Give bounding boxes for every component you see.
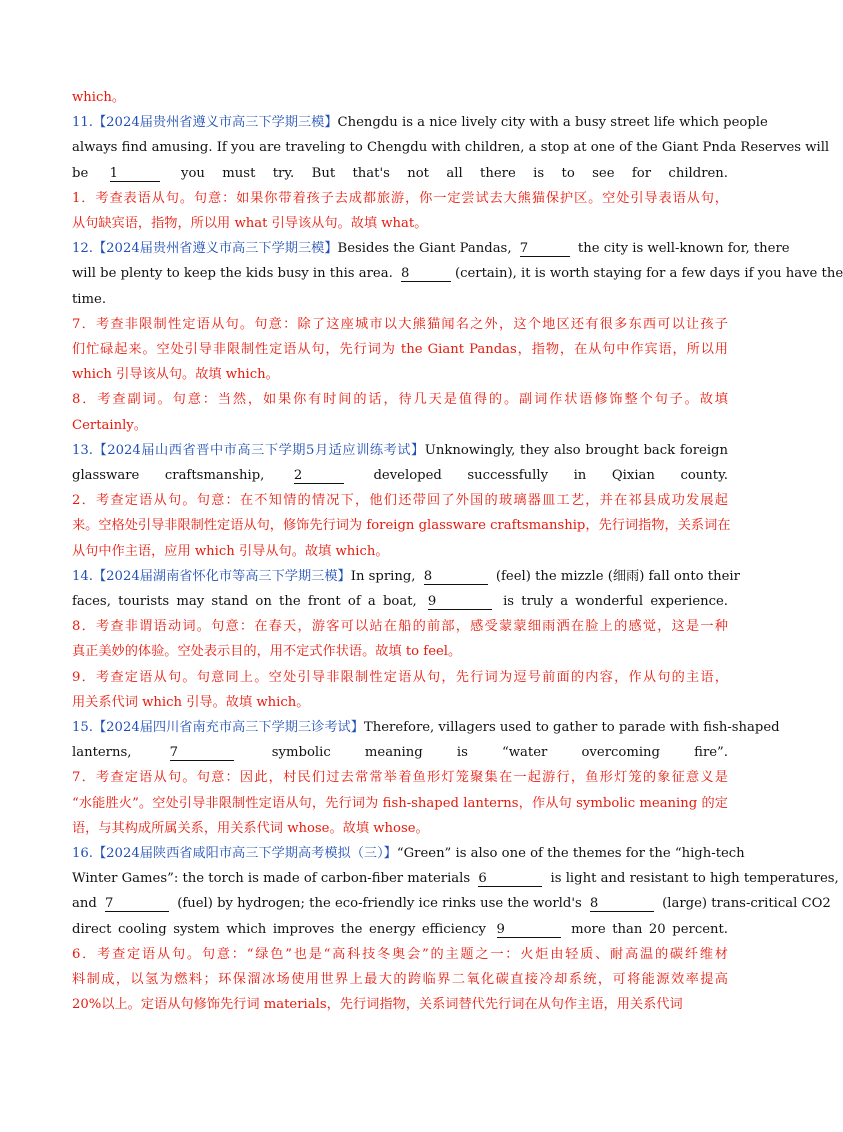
answer-blank: 1 [110, 166, 160, 182]
answer-blank: 8 [590, 896, 654, 912]
answer-explanation: 2．考查定语从句。句意：在不知情的情况下，他们还带回了外国的玻璃器皿工艺，并在祁县成功发展起 [72, 493, 728, 509]
text-line [72, 466, 728, 486]
answer-explanation: 8．考查副词。句意：当然，如果你有时间的话，待几天是值得的。副词作状语修饰整个句子。故填 [72, 392, 728, 408]
text-line [72, 113, 768, 133]
answer-blank: 7 [105, 896, 169, 912]
question-text: Chengdu is a nice lively city with a busy street life which people [337, 115, 768, 131]
question-source: 13.【2024届山西省晋中市高三下学期5月适应训练考试】 [72, 442, 425, 458]
question-text: symbolic meaning is “water overcoming fire”. [237, 745, 728, 761]
question-text: glassware craftsmanship, [72, 468, 290, 483]
text-line [72, 592, 728, 612]
answer-blank: 6 [478, 871, 542, 887]
answer-explanation: 7．考查非限制性定语从句。句意：除了这座城市以大熊猫闻名之外，这个地区还有很多东西可以让孩子 [72, 316, 728, 332]
question-text: (large) trans-critical CO2 [657, 896, 831, 912]
text-line [72, 642, 728, 662]
text-line [72, 995, 728, 1015]
answer-explanation: 从句中作主语，应用 which 引导从句。故填 which。 [72, 543, 389, 559]
question-source: 14.【2024届湖南省怀化市等高三下学期三模】 [72, 568, 351, 584]
answer-explanation: 8．考查非谓语动词。句意：在春天，游客可以站在船的前部，感受蒙蒙细雨洒在脸上的感觉，这是一种 [72, 619, 728, 635]
question-text: is light and resistant to high temperatures, [546, 871, 839, 887]
answer-explanation: which 引导该从句。故填 which。 [72, 367, 279, 383]
question-text: time. [72, 291, 107, 307]
question-source: 15.【2024届四川省南充市高三下学期三诊考试】 [72, 720, 364, 735]
text-line [72, 164, 728, 184]
text-line [72, 819, 728, 839]
text-line [72, 869, 839, 889]
answer-explanation: which。 [72, 90, 126, 105]
question-text: will be plenty to keep the kids busy in this area. [72, 266, 397, 282]
answer-blank: 7 [520, 241, 570, 257]
answer-explanation: Certainly。 [72, 417, 147, 433]
text-line [72, 441, 728, 461]
text-line [72, 743, 728, 763]
answer-explanation: 1．考查表语从句。句意：如果你带着孩子去成都旅游，你一定尝试去大熊猫保护区。空处引导表语从句， [72, 190, 728, 206]
question-text: developed successfully in Qixian county. [347, 468, 728, 483]
answer-explanation: 语，与其构成所属关系，用关系代词 whose。故填 whose。 [72, 820, 429, 836]
answer-explanation: 9．考查定语从句。句意同上。空处引导非限制性定语从句，先行词为逗号前面的内容，作从句的主语， [72, 669, 728, 685]
question-text: Besides the Giant Pandas, [337, 241, 516, 257]
text-line [72, 264, 843, 284]
question-text: Therefore, villagers used to gather to parade with fish-shaped [363, 720, 780, 735]
question-text: (feel) the mizzle (细雨) fall onto their [491, 568, 740, 584]
question-text: direct cooling system which improves the energy efficiency [72, 921, 493, 937]
answer-explanation: 来。空格处引导非限制性定语从句，修饰先行词为 foreign glassware craftsmanship，先行词指物，关系词在 [72, 518, 731, 534]
text-line [72, 416, 728, 436]
text-line [72, 794, 728, 814]
question-source: 12.【2024届贵州省遵义市高三下学期三模】 [72, 241, 338, 257]
text-line [72, 315, 728, 335]
text-line [72, 617, 728, 637]
answer-explanation: 7．考查定语从句。句意：因此，村民们过去常常举着鱼形灯笼聚集在一起游行，鱼形灯笼的象征意义是 [72, 770, 728, 786]
answer-explanation: 6．考查定语从句。句意：“绿色”也是“高科技冬奥会”的主题之一：火炬由轻质、耐高温的碳纤维材 [72, 946, 728, 962]
text-line [72, 239, 790, 259]
text-line [72, 542, 728, 562]
text-line [72, 88, 728, 108]
text-line [72, 768, 728, 788]
text-line [72, 390, 728, 410]
question-text: Winter Games”: the torch is made of carbon-fiber materials [72, 871, 475, 887]
question-text: more than 20 percent. [564, 921, 728, 937]
answer-blank: 7 [170, 745, 234, 761]
question-source: 11.【2024届贵州省遵义市高三下学期三模】 [72, 115, 338, 131]
question-text: Unknowingly, they also brought back foreign [424, 442, 728, 458]
answer-explanation: 20%以上。定语从句修饰先行词 materials，先行词指物，关系词替代先行词在从句作主语，用关系代词 [72, 997, 683, 1013]
text-line [72, 718, 780, 738]
text-line [72, 290, 728, 310]
question-text: lanterns, [72, 745, 166, 761]
question-source: 16.【2024届陕西省咸阳市高三下学期高考模拟（三）】 [72, 846, 397, 861]
question-text: you must try. But that's not all there is to see for children. [163, 165, 728, 181]
answer-explanation: 们忙碌起来。空处引导非限制性定语从句，先行词为 the Giant Pandas，指物，在从句中作宾语，所以用 [72, 342, 728, 357]
text-line [72, 516, 731, 536]
text-line [72, 970, 728, 990]
answer-explanation: “水能胜火”。空处引导非限制性定语从句，先行词为 fish-shaped lanterns，作从句 symbolic meaning 的定 [72, 795, 728, 811]
question-text: “Green” is also one of the themes for the “high-tech [396, 846, 745, 861]
answer-blank: 8 [424, 569, 488, 585]
answer-blank: 8 [401, 266, 451, 282]
text-line [72, 189, 728, 209]
text-line [72, 920, 728, 940]
answer-blank: 9 [497, 922, 561, 938]
text-line [72, 693, 728, 713]
answer-explanation: 从句缺宾语，指物，所以用 what 引导该从句。故填 what。 [72, 216, 428, 231]
question-text: (fuel) by hydrogen; the eco-friendly ice rinks use the world's [173, 896, 586, 912]
text-line [72, 340, 728, 360]
text-line [72, 491, 728, 511]
answer-explanation: 用关系代词 which 引导。故填 which。 [72, 694, 310, 710]
question-text: and [72, 896, 101, 912]
question-text: be [72, 165, 106, 181]
text-line [72, 844, 745, 864]
question-text: faces, tourists may stand on the front of a boat, [72, 594, 424, 609]
question-text: is truly a wonderful experience. [495, 594, 729, 609]
text-line [72, 567, 740, 587]
question-text: (certain), it is worth staying for a few days if you have the [454, 266, 843, 282]
question-text: always find amusing. If you are traveling to Chengdu with children, a stop at one of the Giant Pnda Reserves will [72, 140, 830, 156]
text-line [72, 214, 728, 234]
answer-explanation: 真正美妙的体验。空处表示目的，用不定式作状语。故填 to feel。 [72, 644, 462, 660]
question-text: In spring, [350, 568, 420, 584]
text-line [72, 668, 728, 688]
question-text: the city is well-known for, there [573, 241, 790, 257]
text-line [72, 894, 831, 914]
text-line [72, 365, 728, 385]
answer-blank: 9 [428, 594, 492, 610]
answer-blank: 2 [294, 468, 344, 484]
answer-explanation: 料制成，以氢为燃料；环保溜冰场使用世界上最大的跨临界二氧化碳直接冷却系统，可将能源效率提高 [72, 972, 728, 987]
text-line [72, 945, 728, 965]
text-line [72, 138, 830, 158]
